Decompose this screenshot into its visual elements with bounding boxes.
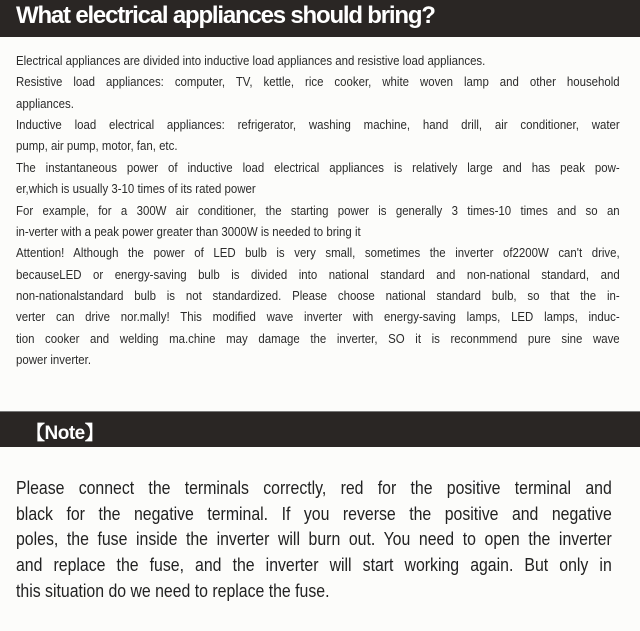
text-line: poles, the fuse inside the inverter will burn out. You need to open the inverter	[16, 529, 612, 550]
text-line: pump, air pump, motor, fan, etc.	[16, 138, 178, 154]
note-title: 【Note】	[26, 423, 104, 444]
text-line: er,which is usually 3-10 times of its rated power	[16, 181, 256, 197]
appliances-description	[16, 50, 620, 370]
text-line: verter can drive nor.mally! This modified wave inverter with energy-saving lamps, LED lamps, induc-	[16, 309, 620, 325]
text-line: in-verter with a peak power greater than 3000W is needed to bring it	[16, 223, 361, 239]
text-line: tion cooker and welding ma.chine may damage the inverter, SO it is reconmmend pure sine wave	[16, 330, 620, 346]
text-line: Electrical appliances are divided into inductive load appliances and resistive load appliances.	[16, 53, 486, 68]
text-line: and replace the fuse, and the inverter will start working again. But only in	[16, 555, 612, 576]
text-line: Resistive load appliances: computer, TV, kettle, rice cooker, white woven lamp and other household	[16, 74, 620, 90]
text-line: power inverter.	[16, 352, 92, 368]
text-line: becauseLED or energy-saving bulb is divided into national standard and non-national standard, and	[16, 266, 620, 282]
text-line: black for the negative terminal. If you reverse the positive and negative	[16, 503, 612, 524]
text-line: For example, for a 300W air conditioner, the starting power is generally 3 times-10 times and so an	[16, 202, 620, 218]
text-line: appliances.	[16, 95, 74, 111]
page-title: What electrical appliances should bring?	[16, 2, 435, 29]
text-line: this situation do we need to replace the fuse.	[16, 580, 330, 601]
note-text	[16, 476, 612, 604]
text-line: Inductive load electrical appliances: refrigerator, washing machine, hand drill, air conditioner, water	[16, 117, 620, 133]
text-line: The instantaneous power of inductive load electrical appliances is relatively large and has peak pow-	[16, 159, 620, 175]
text-line: Attention! Although the power of LED bulb is very small, sometimes the inverter of2200W can't drive,	[16, 245, 620, 261]
text-line: non-nationalstandard bulb is not standardized. Please choose national standard bulb, so that the in-	[16, 287, 620, 303]
text-line: Please connect the terminals correctly, red for the positive terminal and	[16, 478, 612, 498]
note-bar	[0, 411, 640, 447]
header-bar	[0, 0, 640, 37]
